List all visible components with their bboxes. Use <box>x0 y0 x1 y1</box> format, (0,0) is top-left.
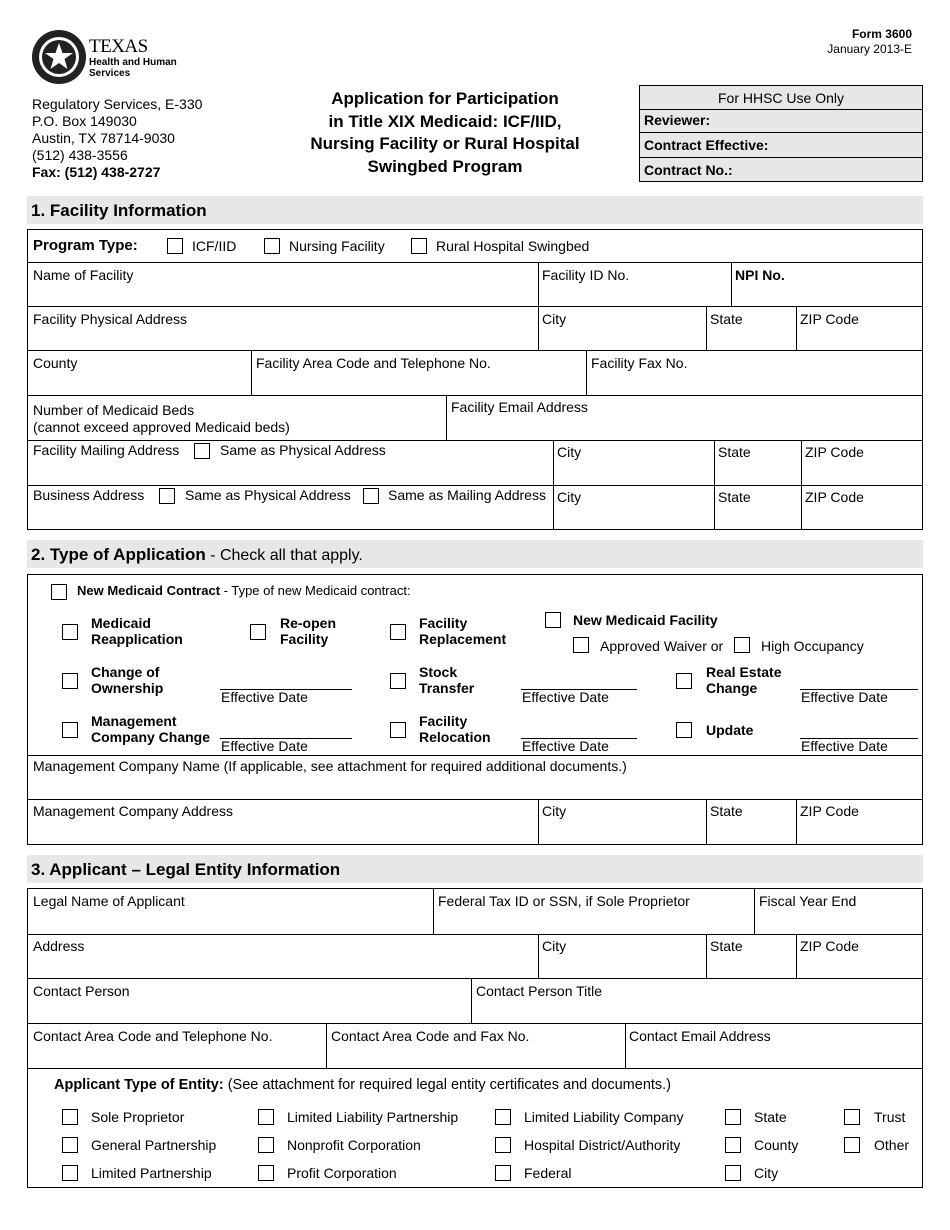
section-2-header <box>27 540 923 568</box>
business-city-field[interactable]: City <box>557 489 582 505</box>
relocation-effective-date[interactable] <box>521 722 637 739</box>
management-effective-date[interactable] <box>220 722 352 739</box>
facility-fax-field[interactable]: Facility Fax No. <box>591 355 688 371</box>
mailing-zip-field[interactable]: ZIP Code <box>805 444 864 460</box>
trust-label: Trust <box>874 1109 906 1125</box>
physical-address-field[interactable]: Facility Physical Address <box>33 311 188 327</box>
applicant-zip-field[interactable]: ZIP Code <box>800 938 859 954</box>
texas-seal-icon <box>30 28 88 86</box>
management-zip-field[interactable]: ZIP Code <box>800 803 859 819</box>
nursing-facility-checkbox[interactable] <box>264 238 280 254</box>
form-number: Form 3600 <box>851 27 912 41</box>
business-zip-field[interactable]: ZIP Code <box>805 489 864 505</box>
mailing-city-field[interactable]: City <box>557 444 582 460</box>
reopen-facility-checkbox[interactable] <box>250 624 266 640</box>
applicant-state-field[interactable]: State <box>710 938 743 954</box>
new-contract-label: New Medicaid Contract - Type of new Medicaid contract: <box>77 583 411 598</box>
general-partnership-checkbox[interactable] <box>62 1137 78 1153</box>
mailing-same-as-physical-label: Same as Physical Address <box>220 442 386 458</box>
effective-date-label: Effective Date <box>801 689 888 705</box>
nursing-facility-label: Nursing Facility <box>289 238 385 254</box>
hospital-district-checkbox[interactable] <box>495 1137 511 1153</box>
medicaid-reapplication-checkbox[interactable] <box>62 624 78 640</box>
title-line: Swingbed Program <box>367 156 523 176</box>
address-line: Austin, TX 78714-9030 <box>32 130 175 146</box>
general-partnership-label: General Partnership <box>91 1137 217 1153</box>
stock-effective-date[interactable] <box>521 673 637 690</box>
llc-checkbox[interactable] <box>495 1109 511 1125</box>
address-line: (512) 438-3556 <box>32 147 128 163</box>
trust-checkbox[interactable] <box>844 1109 860 1125</box>
facility-replacement-label: Facility Replacement <box>419 615 507 647</box>
business-state-field[interactable]: State <box>718 489 751 505</box>
form-title <box>270 88 620 178</box>
ownership-effective-date[interactable] <box>220 673 352 690</box>
approved-waiver-label: Approved Waiver or <box>600 638 724 654</box>
icf-iid-checkbox[interactable] <box>167 238 183 254</box>
hhsc-heading: For HHSC Use Only <box>717 90 845 106</box>
contact-title-field[interactable]: Contact Person Title <box>476 983 603 999</box>
city-entity-label: City <box>754 1165 779 1181</box>
effective-date-label: Effective Date <box>522 689 609 705</box>
business-address-field[interactable]: Business Address <box>33 487 145 503</box>
rural-swingbed-label: Rural Hospital Swingbed <box>436 238 590 254</box>
nonprofit-corporation-checkbox[interactable] <box>258 1137 274 1153</box>
fiscal-year-end-field[interactable]: Fiscal Year End <box>759 893 857 909</box>
new-medicaid-facility-checkbox[interactable] <box>545 612 561 628</box>
profit-corporation-label: Profit Corporation <box>287 1165 397 1181</box>
business-same-as-mailing-label: Same as Mailing Address <box>388 487 546 503</box>
medicaid-beds-field[interactable]: Number of Medicaid Beds <box>33 402 195 418</box>
mailing-address-field[interactable]: Facility Mailing Address <box>33 442 180 458</box>
management-change-label: Management Company Change <box>91 713 211 745</box>
icf-iid-label: ICF/IID <box>192 238 237 254</box>
federal-checkbox[interactable] <box>495 1165 511 1181</box>
applicant-city-field[interactable]: City <box>542 938 567 954</box>
limited-partnership-label: Limited Partnership <box>91 1165 212 1181</box>
management-company-address-field[interactable]: Management Company Address <box>33 803 233 819</box>
contract-no-field[interactable]: Contract No.: <box>644 162 733 178</box>
npi-field[interactable]: NPI No. <box>735 267 785 283</box>
management-change-checkbox[interactable] <box>62 722 78 738</box>
contact-email-field[interactable]: Contact Email Address <box>629 1028 771 1044</box>
real-estate-change-label: Real Estate Change <box>706 664 782 696</box>
section-3-title: 3. Applicant – Legal Entity Information <box>31 860 341 879</box>
facility-phone-field[interactable]: Facility Area Code and Telephone No. <box>256 355 491 371</box>
facility-info-table <box>27 229 923 530</box>
high-occupancy-checkbox[interactable] <box>734 637 750 653</box>
facility-relocation-label: Facility Relocation <box>419 713 491 745</box>
address-line: Regulatory Services, E-330 <box>32 96 203 112</box>
update-label: Update <box>706 722 754 738</box>
hhsc-use-only-box <box>639 85 923 182</box>
mailing-state-field[interactable]: State <box>718 444 751 460</box>
nonprofit-corporation-label: Nonprofit Corporation <box>287 1137 421 1153</box>
title-line: Nursing Facility or Rural Hospital <box>310 134 580 153</box>
physical-city-field[interactable]: City <box>542 311 567 327</box>
facility-id-field[interactable]: Facility ID No. <box>542 267 630 283</box>
contact-person-field[interactable]: Contact Person <box>33 983 130 999</box>
facility-relocation-checkbox[interactable] <box>390 722 406 738</box>
llp-checkbox[interactable] <box>258 1109 274 1125</box>
effective-date-label: Effective Date <box>522 738 609 754</box>
llc-label: Limited Liability Company <box>524 1109 684 1125</box>
sole-proprietor-label: Sole Proprietor <box>91 1109 185 1125</box>
real-estate-change-checkbox[interactable] <box>676 673 692 689</box>
management-city-field[interactable]: City <box>542 803 567 819</box>
logo-agency-line2: Services <box>89 68 131 79</box>
real-estate-effective-date[interactable] <box>800 673 918 690</box>
limited-partnership-checkbox[interactable] <box>62 1165 78 1181</box>
section-1-header <box>27 196 923 224</box>
hospital-district-label: Hospital District/Authority <box>524 1137 681 1153</box>
legal-name-field[interactable]: Legal Name of Applicant <box>33 893 185 909</box>
change-ownership-label: Change of Ownership <box>91 664 164 696</box>
city-entity-checkbox[interactable] <box>725 1165 741 1181</box>
change-ownership-checkbox[interactable] <box>62 673 78 689</box>
section-2-title: 2. Type of Application - Check all that apply. <box>31 545 363 564</box>
tax-id-field[interactable]: Federal Tax ID or SSN, if Sole Proprietor <box>438 893 690 909</box>
high-occupancy-label: High Occupancy <box>761 638 864 654</box>
physical-zip-field[interactable]: ZIP Code <box>800 311 859 327</box>
section-1-title: 1. Facility Information <box>31 201 207 220</box>
title-line: Application for Participation <box>331 89 559 108</box>
applicant-info-table <box>27 888 923 1188</box>
county-entity-checkbox[interactable] <box>725 1137 741 1153</box>
stock-transfer-checkbox[interactable] <box>390 673 406 689</box>
update-checkbox[interactable] <box>676 722 692 738</box>
business-same-as-mailing-checkbox[interactable] <box>363 488 379 504</box>
rural-swingbed-checkbox[interactable] <box>411 238 427 254</box>
contact-phone-field[interactable]: Contact Area Code and Telephone No. <box>33 1028 273 1044</box>
program-type-label: Program Type: <box>33 237 138 254</box>
state-entity-checkbox[interactable] <box>725 1109 741 1125</box>
county-field[interactable]: County <box>33 355 78 371</box>
reopen-facility-label: Re-open Facility <box>280 615 336 647</box>
llp-label: Limited Liability Partnership <box>287 1109 459 1125</box>
management-company-name-field[interactable]: Management Company Name (If applicable, see attachment for required additional documents.) <box>33 758 627 774</box>
profit-corporation-checkbox[interactable] <box>258 1165 274 1181</box>
management-state-field[interactable]: State <box>710 803 743 819</box>
address-line: P.O. Box 149030 <box>32 113 137 129</box>
logo-agency-line1: Health and Human <box>89 57 177 68</box>
logo-state: TEXAS <box>89 36 148 57</box>
county-entity-label: County <box>754 1137 799 1153</box>
application-type-table <box>27 574 923 845</box>
business-same-as-physical-checkbox[interactable] <box>159 488 175 504</box>
federal-label: Federal <box>524 1165 572 1181</box>
facility-email-field[interactable]: Facility Email Address <box>451 399 588 415</box>
medicaid-reapplication-label: Medicaid Reapplication <box>91 615 183 647</box>
effective-date-label: Effective Date <box>221 738 308 754</box>
applicant-address-field[interactable]: Address <box>33 938 85 954</box>
entity-type-heading: Applicant Type of Entity: (See attachment for required legal entity certificates and documents.) <box>54 1077 672 1093</box>
other-entity-checkbox[interactable] <box>844 1137 860 1153</box>
facility-replacement-checkbox[interactable] <box>390 624 406 640</box>
update-effective-date[interactable] <box>800 722 918 739</box>
new-medicaid-facility-label: New Medicaid Facility <box>573 612 718 628</box>
contact-fax-field[interactable]: Contact Area Code and Fax No. <box>331 1028 530 1044</box>
state-entity-label: State <box>754 1109 787 1125</box>
stock-transfer-label: Stock Transfer <box>419 664 475 696</box>
title-line: in Title XIX Medicaid: ICF/IID, <box>328 111 562 131</box>
contract-effective-field[interactable]: Contract Effective: <box>644 137 769 153</box>
form-date: January 2013-E <box>827 42 912 56</box>
reviewer-field[interactable]: Reviewer: <box>644 112 711 128</box>
new-contract-checkbox[interactable] <box>51 584 67 600</box>
effective-date-label: Effective Date <box>221 689 308 705</box>
approved-waiver-checkbox[interactable] <box>573 637 589 653</box>
mailing-same-as-physical-checkbox[interactable] <box>194 443 210 459</box>
other-entity-label: Other <box>874 1137 910 1153</box>
section-3-header <box>27 855 923 883</box>
medicaid-beds-note: (cannot exceed approved Medicaid beds) <box>33 419 290 435</box>
business-same-as-physical-label: Same as Physical Address <box>185 487 351 503</box>
effective-date-label: Effective Date <box>801 738 888 754</box>
facility-name-field[interactable]: Name of Facility <box>33 267 134 283</box>
agency-fax: Fax: (512) 438-2727 <box>32 164 161 180</box>
physical-state-field[interactable]: State <box>710 311 743 327</box>
sole-proprietor-checkbox[interactable] <box>62 1109 78 1125</box>
